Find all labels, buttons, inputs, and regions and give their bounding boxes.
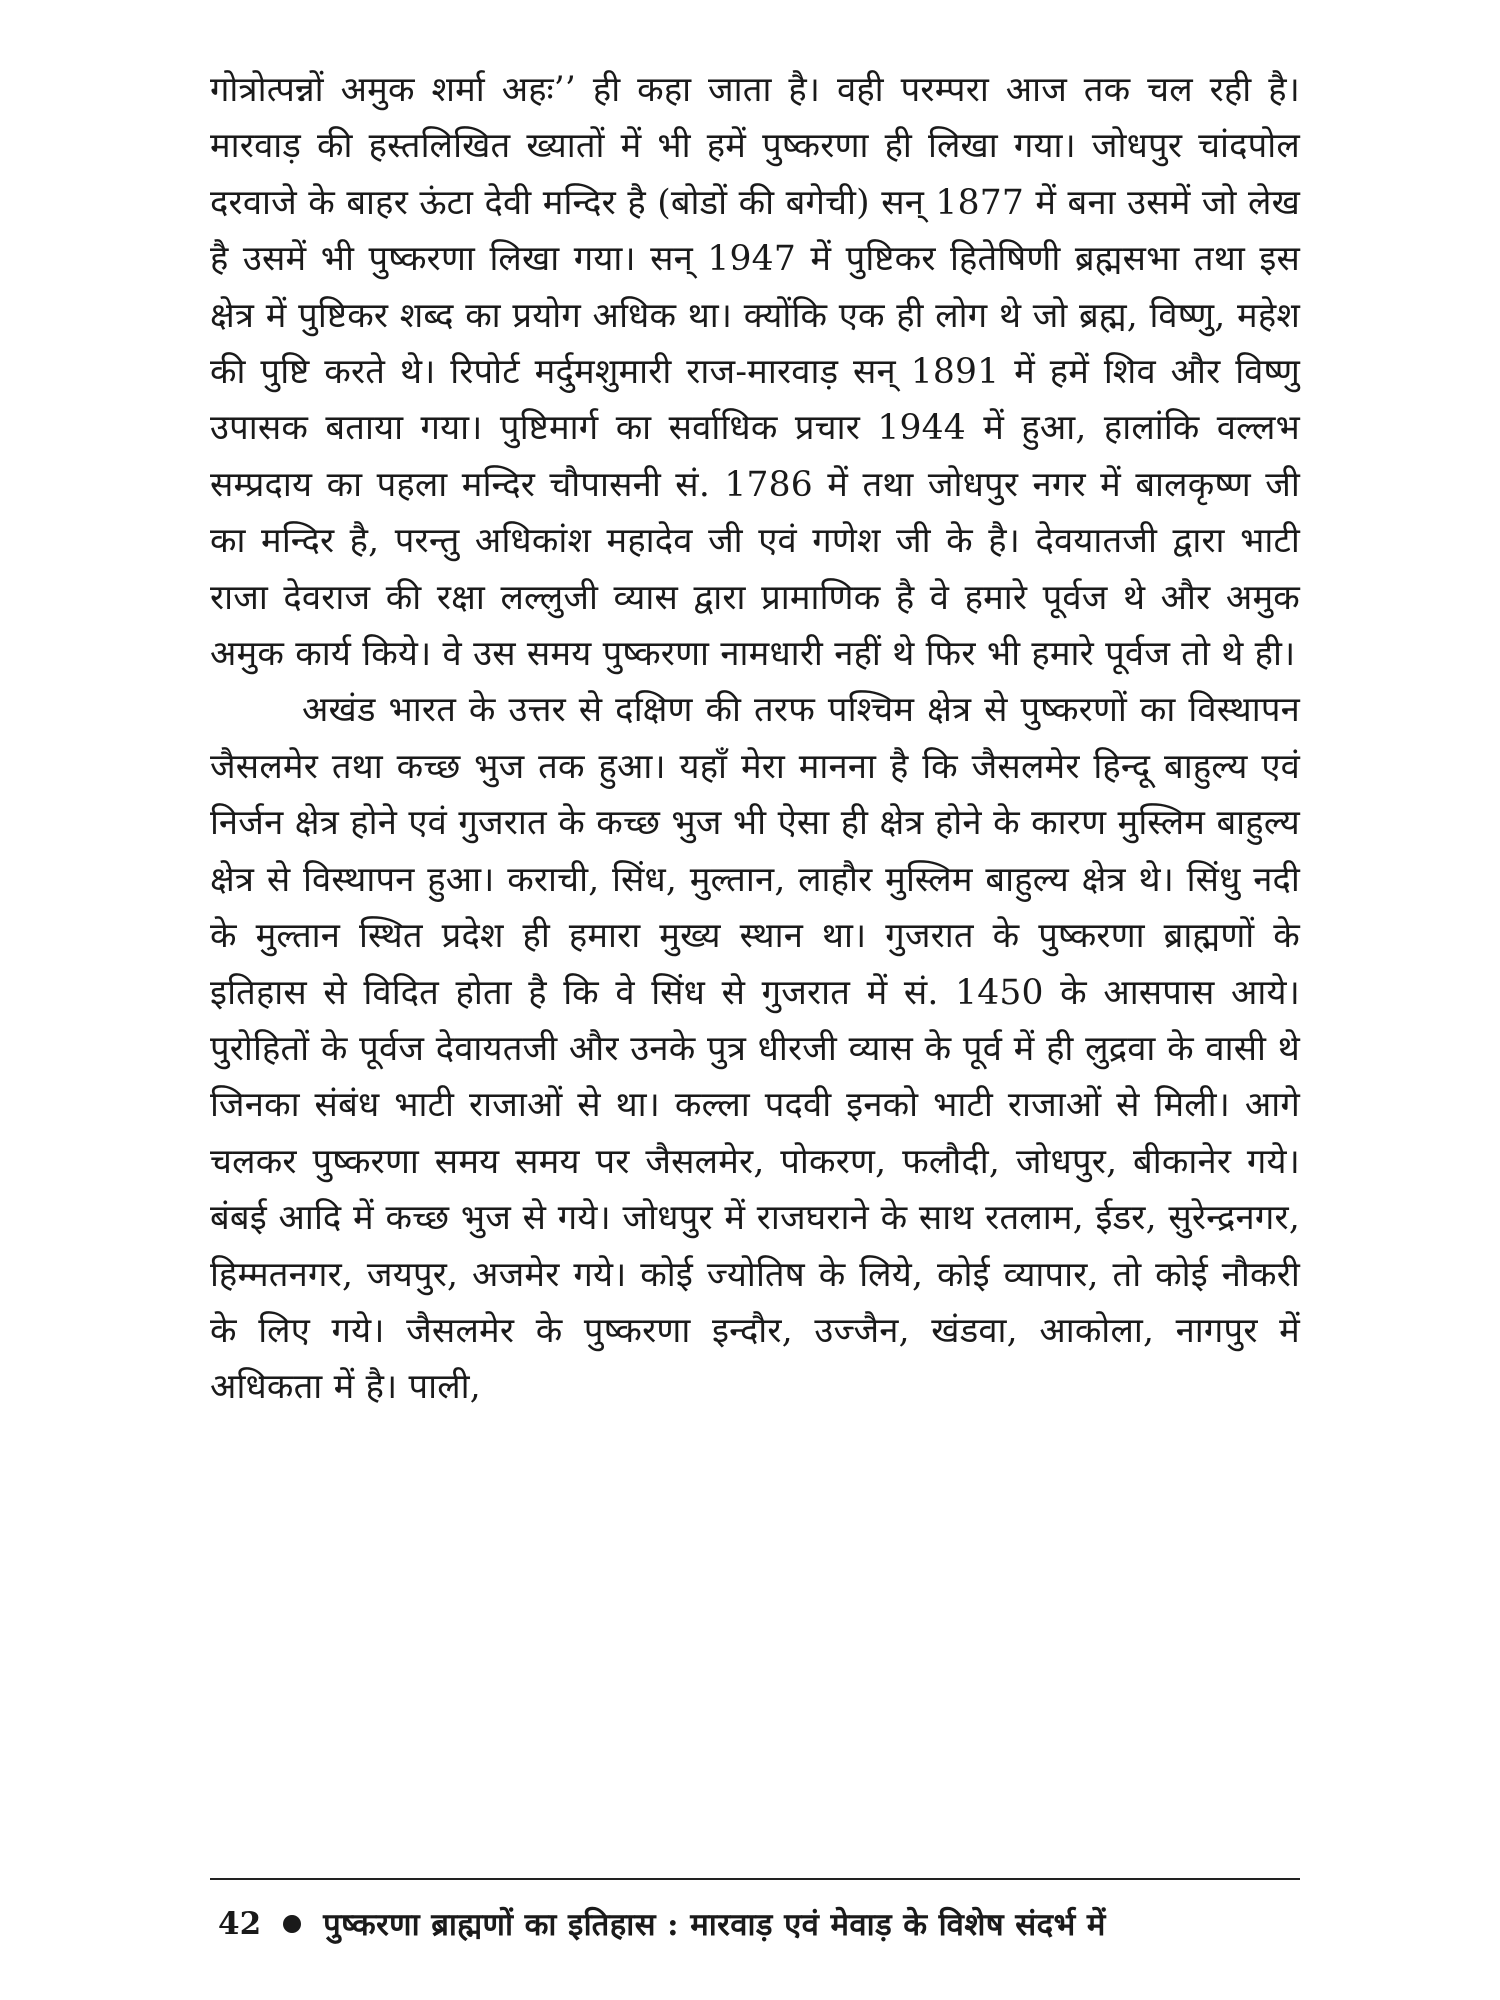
paragraph-1: गोत्रोत्पन्नों अमुक शर्मा अहः’’ ही कहा जाता है। वही परम्परा आज तक चल रही है। मारवाड़ की हस्तलिखित ख्यातों में भी हमें पुष्करणा ही लिखा गया। जोधपुर चांदपोल दरवाजे के बाहर ऊंटा देवी मन्दिर है (बोडों की बगेची) सन् 1877 में बना उसमें जो लेख है उसमें भी पुष्करणा लिखा गया। सन् 1947 में पुष्टिकर हितेषिणी ब्रह्मसभा तथा इस क्षेत्र में पुष्टिकर शब्द का प्रयोग अधिक था। क्योंकि एक ही लोग थे जो ब्रह्म, विष्णु, महेश की पुष्टि करते थे। रिपोर्ट मर्दुमशुमारी राज-मारवाड़ सन् 1891 में हमें शिव और विष्णु उपासक बताया गया। पुष्टिमार्ग का सर्वाधिक प्रचार 1944 में हुआ, हालांकि वल्लभ सम्प्रदाय का पहला मन्दिर चौपासनी सं. 1786 में तथा जोधपुर नगर में बालकृष्ण जी का मन्दिर है, परन्तु अधिकांश महादेव जी एवं गणेश जी के है। देवयातजी द्वारा भाटी राजा देवराज की रक्षा लल्लुजी व्यास द्वारा प्रामाणिक है वे हमारे पूर्वज थे और अमुक अमुक कार्य किये। वे उस समय पुष्करणा नामधारी नहीं थे फिर भी हमारे पूर्वज तो थे ही। bbox=[210, 70, 1300, 675]
page-footer bbox=[218, 1896, 1298, 1952]
bullet-icon bbox=[283, 1915, 301, 1933]
body-text bbox=[210, 62, 1300, 1416]
paragraph-2: अखंड भारत के उत्तर से दक्षिण की तरफ पश्चिम क्षेत्र से पुष्करणों का विस्थापन जैसलमेर तथा कच्छ भुज तक हुआ। यहाँ मेरा मानना है कि जैसलमेर हिन्दू बाहुल्य एवं निर्जन क्षेत्र होने एवं गुजरात के कच्छ भुज भी ऐसा ही क्षेत्र होने के कारण मुस्लिम बाहुल्य क्षेत्र से विस्थापन हुआ। कराची, सिंध, मुल्तान, लाहौर मुस्लिम बाहुल्य क्षेत्र थे। सिंधु नदी के मुल्तान स्थित प्रदेश ही हमारा मुख्य स्थान था। गुजरात के पुष्करणा ब्राह्मणों के इतिहास से विदित होता है कि वे सिंध से गुजरात में सं. 1450 के आसपास आये। पुरोहितों के पूर्वज देवायतजी और उनके पुत्र धीरजी व्यास के पूर्व में ही लुद्रवा के वासी थे जिनका संबंध भाटी राजाओं से था। कल्ला पदवी इनको भाटी राजाओं से मिली। आगे चलकर पुष्करणा समय समय पर जैसलमेर, पोकरण, फलौदी, जोधपुर, बीकानेर गये। बंबई आदि में कच्छ भुज से गये। जोधपुर में राजघराने के साथ रतलाम, ईडर, सुरेन्द्रनगर, हिम्मतनगर, जयपुर, अजमेर गये। कोई ज्योतिष के लिये, कोई व्यापार, तो कोई नौकरी के लिए गये। जैसलमेर के पुष्करणा इन्दौर, उज्जैन, खंडवा, आकोला, नागपुर में अधिकता में है। पाली, bbox=[210, 690, 1300, 1408]
footer-divider bbox=[210, 1878, 1300, 1880]
running-title: पुष्करणा ब्राह्मणों का इतिहास : मारवाड़ एवं मेवाड़ के विशेष संदर्भ में bbox=[323, 1907, 1106, 1943]
page-number: 42 bbox=[218, 1906, 262, 1942]
